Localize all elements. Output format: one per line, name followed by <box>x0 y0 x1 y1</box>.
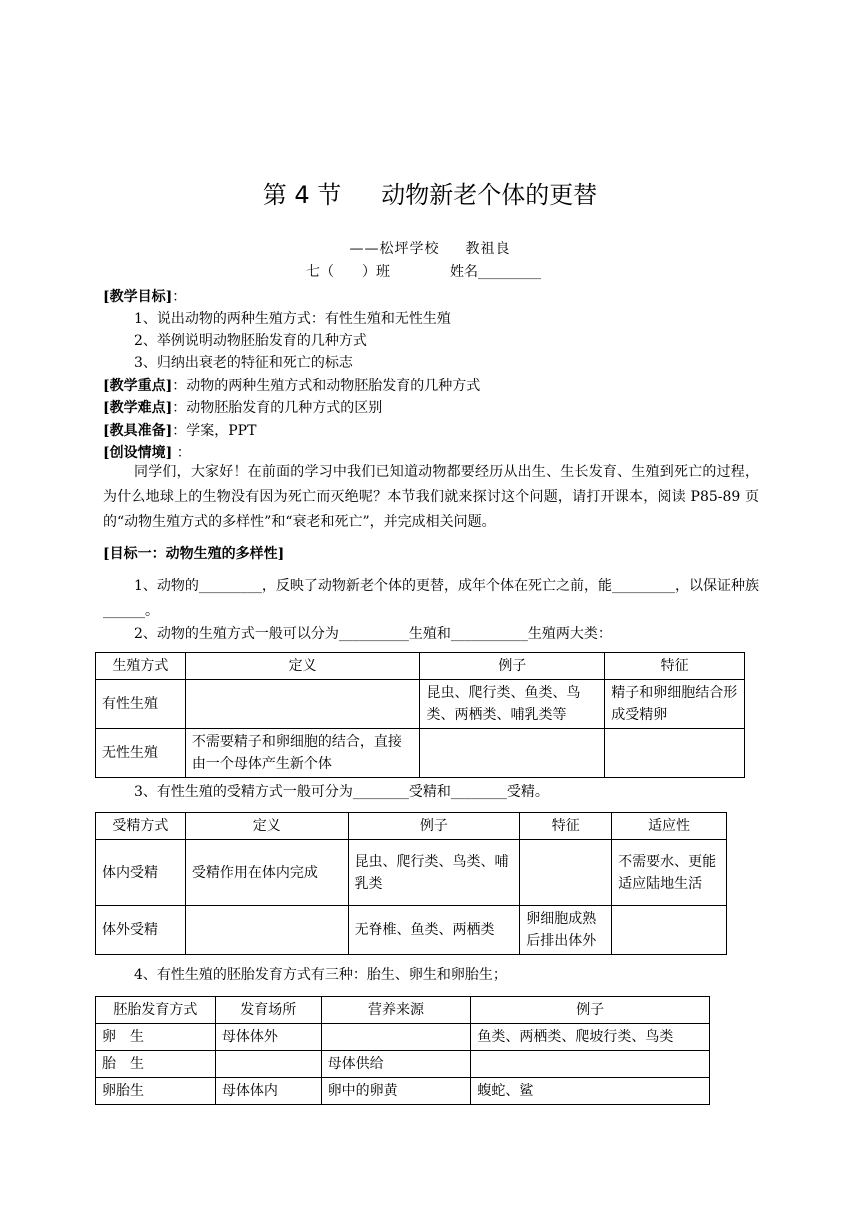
table-cell: 无脊椎、鱼类、两栖类 <box>348 906 520 955</box>
reproduction-table <box>95 652 745 778</box>
section-number: 第 4 节 <box>262 181 342 209</box>
table-cell: 不需要精子和卵细胞的结合，直接由一个母体产生新个体 <box>185 729 420 778</box>
question-1: 1、动物的_________，反映了动物新老个体的更替，成年个体在死亡之前，能_________，以保证种族______。 <box>103 578 759 619</box>
goal-item-2: 2、举例说明动物胚胎发育的几种方式 <box>134 333 367 349</box>
table-cell <box>471 1051 710 1078</box>
table-cell <box>605 729 745 778</box>
scenario-label: [创设情境] <box>103 445 173 461</box>
table-cell: 卵 生 <box>96 1024 216 1051</box>
table-header-cell: 例子 <box>471 997 710 1024</box>
goal-item-3: 3、归纳出衰老的特征和死亡的标志 <box>134 355 353 371</box>
embryo-development-table <box>95 996 710 1105</box>
table-cell: 不需要水、更能适应陆地生活 <box>612 840 727 906</box>
table-row <box>96 906 727 955</box>
table-row <box>96 840 727 906</box>
table-header-cell: 生殖方式 <box>96 653 186 680</box>
page-title <box>0 175 860 210</box>
table-header-cell: 例子 <box>420 653 605 680</box>
focus-line <box>103 375 480 395</box>
table-cell: 体内受精 <box>96 840 186 906</box>
table-header-cell: 特征 <box>520 813 612 840</box>
tools-line <box>103 420 256 440</box>
table-header-row <box>96 813 727 840</box>
table-cell: 卵细胞成熟后排出体外 <box>520 906 612 955</box>
tools-text: ：学案，PPT <box>172 423 257 439</box>
class-name-line <box>306 261 541 281</box>
teacher-name: 教祖良 <box>465 241 511 257</box>
goals-label: [教学目标] <box>103 289 173 305</box>
table-cell <box>321 1024 471 1051</box>
table-header-cell: 受精方式 <box>96 813 186 840</box>
scenario-line <box>103 442 191 462</box>
question-3: 3、有性生殖的受精方式一般可分为________受精和________受精。 <box>134 784 549 800</box>
lesson-name: 动物新老个体的更替 <box>381 181 598 209</box>
scenario-paragraph: 同学们，大家好！在前面的学习中我们已知道动物都要经历从出生、生长发育、生殖到死亡的过程，为什么地球上的生物没有因为死亡而灭绝呢？本节我们就来探讨这个问题，请打开课本，阅读 P85-89 页的“动物生殖方式的多样性”和“衰老和死亡”，并完成相关问题。 <box>103 464 759 530</box>
class-field: 七（ ）班 <box>306 264 390 280</box>
table-row <box>96 1051 710 1078</box>
table-row <box>96 1024 710 1051</box>
table-header-row <box>96 997 710 1024</box>
table-cell: 母体供给 <box>321 1051 471 1078</box>
table-header-cell: 定义 <box>185 813 348 840</box>
objective-1-heading: [目标一：动物生殖的多样性] <box>103 546 285 562</box>
table-cell <box>520 840 612 906</box>
table-cell: 精子和卵细胞结合形成受精卵 <box>605 680 745 729</box>
scenario-suffix: ： <box>172 445 191 461</box>
table-cell: 卵中的卵黄 <box>321 1078 471 1105</box>
table-header-cell: 发育场所 <box>215 997 321 1024</box>
table-cell: 母体体外 <box>215 1024 321 1051</box>
table-header-cell: 特征 <box>605 653 745 680</box>
table-header-cell: 胚胎发育方式 <box>96 997 216 1024</box>
difficulty-text: ：动物胚胎发育的几种方式的区别 <box>172 400 383 416</box>
fertilization-table <box>95 812 727 955</box>
table-header-cell: 例子 <box>348 813 520 840</box>
table-row <box>96 680 745 729</box>
table-cell: 蝮蛇、鲨 <box>471 1078 710 1105</box>
table-header-cell: 营养来源 <box>321 997 471 1024</box>
focus-text: ：动物的两种生殖方式和动物胚胎发育的几种方式 <box>172 378 481 394</box>
author-line <box>0 238 860 258</box>
tools-label: [教具准备] <box>103 423 173 439</box>
table-cell <box>420 729 605 778</box>
table-cell <box>185 680 420 729</box>
difficulty-line <box>103 397 382 417</box>
table-cell: 鱼类、两栖类、爬坡行类、鸟类 <box>471 1024 710 1051</box>
table-cell <box>612 906 727 955</box>
table-header-row <box>96 653 745 680</box>
table-row <box>96 1078 710 1105</box>
focus-label: [教学重点] <box>103 378 173 394</box>
student-name-field: 姓名_________ <box>450 264 541 280</box>
goals-suffix: ： <box>172 289 187 305</box>
question-2: 2、动物的生殖方式一般可以分为__________生殖和___________生殖两大类： <box>134 626 612 642</box>
table-cell <box>185 906 348 955</box>
table-cell: 母体体内 <box>215 1078 321 1105</box>
table-cell: 昆虫、爬行类、鱼类、鸟类、两栖类、哺乳类等 <box>420 680 605 729</box>
school-name: ——松坪学校 <box>349 241 440 257</box>
table-cell: 体外受精 <box>96 906 186 955</box>
table-cell: 无性生殖 <box>96 729 186 778</box>
goals-heading <box>103 286 186 306</box>
table-header-cell: 定义 <box>185 653 420 680</box>
table-cell: 卵胎生 <box>96 1078 216 1105</box>
table-cell: 有性生殖 <box>96 680 186 729</box>
table-cell <box>215 1051 321 1078</box>
difficulty-label: [教学难点] <box>103 400 173 416</box>
table-cell: 昆虫、爬行类、鸟类、哺乳类 <box>348 840 520 906</box>
table-cell: 受精作用在体内完成 <box>185 840 348 906</box>
table-header-cell: 适应性 <box>612 813 727 840</box>
table-row <box>96 729 745 778</box>
goal-item-1: 1、说出动物的两种生殖方式：有性生殖和无性生殖 <box>134 311 451 327</box>
table-cell: 胎 生 <box>96 1051 216 1078</box>
question-4: 4、有性生殖的胚胎发育方式有三种：胎生、卵生和卵胎生； <box>134 967 507 983</box>
